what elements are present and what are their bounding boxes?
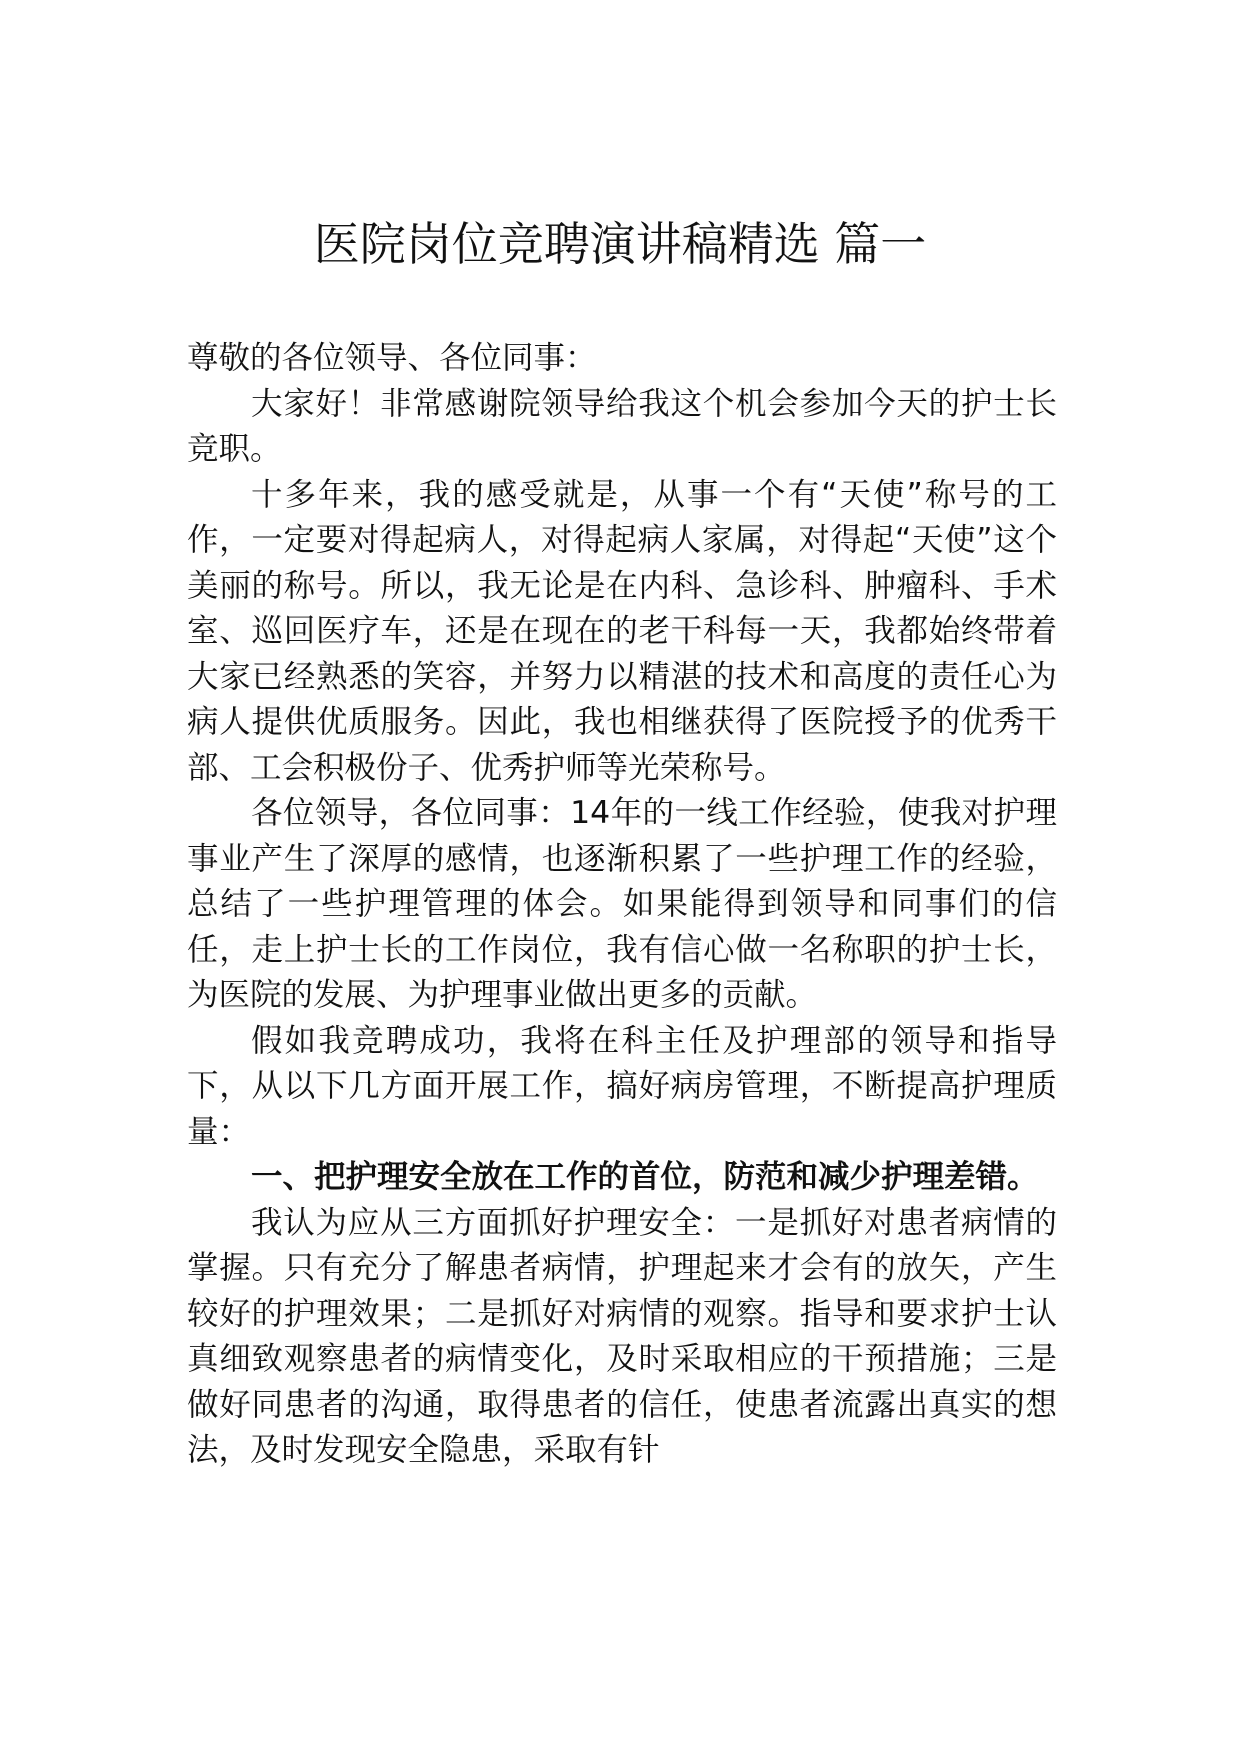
document-title: 医院岗位竞聘演讲稿精选 篇一 (313, 217, 927, 271)
salutation: 尊敬的各位领导、各位同事： (187, 340, 597, 376)
paragraph-commitment: 各位领导，各位同事：14年的一线工作经验，使我对护理事业产生了深厚的感情，也逐渐积累了一些护理工作的经验，总结了一些护理管理的体会。如果能得到领导和同事们的信任，走上护士长的工作岗位，我有信心做一名称职的护士长，为医院的发展、为护理事业做出更多的贡献。 (187, 795, 1057, 1013)
paragraph-safety-details: 我认为应从三方面抓好护理安全：一是抓好对患者病情的掌握。只有充分了解患者病情，护理起来才会有的放矢，产生较好的护理效果；二是抓好对病情的观察。指导和要求护士认真细致观察患者的病情变化，及时采取相应的干预措施；三是做好同患者的沟通，取得患者的信任，使患者流露出真实的想法，及时发现安全隐患，采取有针 (187, 1204, 1057, 1468)
document-body (187, 336, 1057, 1474)
paragraph-experience: 十多年来，我的感受就是，从事一个有“天使”称号的工作，一定要对得起病人，对得起病人家属，对得起“天使”这个美丽的称号。所以，我无论是在内科、急诊科、肿瘤科、手术室、巡回医疗车，还是在现在的老干科每一天，我都始终带着大家已经熟悉的笑容，并努力以精湛的技术和高度的责任心为病人提供优质服务。因此，我也相继获得了医院授予的优秀干部、工会积极份子、优秀护师等光荣称号。 (187, 476, 1057, 786)
paragraph-greeting: 大家好！非常感谢院领导给我这个机会参加今天的护士长竞职。 (187, 385, 1057, 467)
section-heading-safety: 一、把护理安全放在工作的首位，防范和减少护理差错。 (251, 1159, 1039, 1195)
paragraph-plan-intro: 假如我竞聘成功，我将在科主任及护理部的领导和指导下，从以下几方面开展工作，搞好病房管理，不断提高护理质量： (187, 1022, 1057, 1150)
